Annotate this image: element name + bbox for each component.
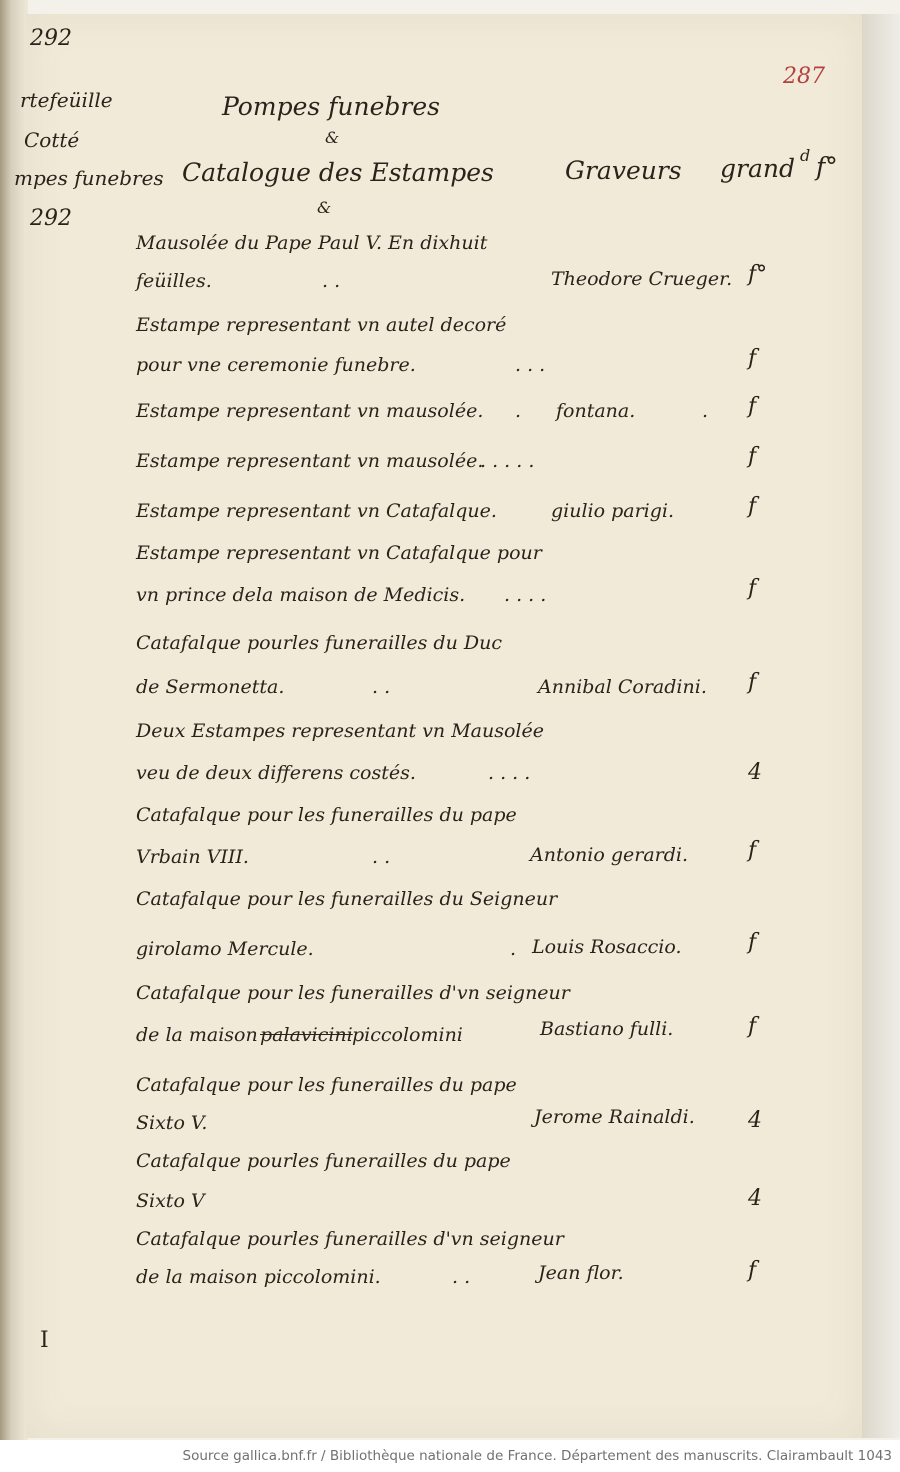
entry-1-dots: . . xyxy=(322,270,341,292)
heading-ampersand-2: & xyxy=(317,198,332,217)
entry-13-line1: Catafalque pourles funerailles du pape xyxy=(136,1150,511,1172)
entry-10-line1: Catafalque pour les funerailles du Seigneur xyxy=(136,888,558,910)
entry-1-line2: feüilles. xyxy=(136,270,212,292)
entry-2-line2: pour vne ceremonie funebre. xyxy=(136,354,416,376)
entry-5-size: f xyxy=(748,494,757,519)
heading-title: Pompes funebres xyxy=(222,92,440,121)
entry-9-engraver: Antonio gerardi. xyxy=(530,844,689,866)
entry-11-line2b: piccolomini xyxy=(352,1024,463,1046)
entry-11-struck-word: palavicini xyxy=(260,1024,353,1046)
heading-subtitle: Catalogue des Estampes xyxy=(182,158,494,187)
entry-3-size: f xyxy=(748,394,757,419)
column-header-size: grand xyxy=(720,154,795,183)
entry-12-size: 4 xyxy=(748,1108,762,1133)
entry-5-line1: Estampe representant vn Catafalque. xyxy=(136,500,497,522)
bottom-mark: I xyxy=(40,1328,49,1353)
entry-14-line1: Catafalque pourles funerailles d'vn seigneur xyxy=(136,1228,564,1250)
heading-ampersand-1: & xyxy=(325,128,340,147)
entry-3-line1: Estampe representant vn mausolée. xyxy=(136,400,484,422)
entry-4-dots: . . . . . xyxy=(480,450,535,472)
entry-7-size: f xyxy=(748,670,757,695)
entry-10-size: f xyxy=(748,930,757,955)
entry-8-size: 4 xyxy=(748,760,762,785)
entry-13-line2: Sixto V xyxy=(136,1190,205,1212)
source-footer: Source gallica.bnf.fr / Bibliothèque nationale de France. Département des manuscrits. Clairambault 1043 xyxy=(0,1440,900,1472)
entry-14-dots: . . xyxy=(452,1266,471,1288)
column-header-size-mark: d xyxy=(800,146,811,165)
entry-3-engraver: fontana. xyxy=(556,400,636,422)
entry-3-engraver-dots: . xyxy=(702,400,709,422)
entry-13-size: 4 xyxy=(748,1186,762,1211)
entry-8-dots: . . . . xyxy=(488,762,531,784)
margin-note-line3: mpes funebres xyxy=(14,166,164,190)
entry-3-dots: . xyxy=(515,400,522,422)
entry-10-dots: . xyxy=(510,938,517,960)
entry-2-line1: Estampe representant vn autel decoré xyxy=(136,314,507,336)
entry-4-line1: Estampe representant vn mausolée. xyxy=(136,450,484,472)
entry-9-size: f xyxy=(748,838,757,863)
entry-2-size: f xyxy=(748,346,757,371)
entry-8-line1: Deux Estampes representant vn Mausolée xyxy=(136,720,544,742)
entry-9-line1: Catafalque pour les funerailles du pape xyxy=(136,804,517,826)
column-header-engravers: Graveurs xyxy=(565,156,682,185)
entry-14-line2: de la maison piccolomini. xyxy=(136,1266,381,1288)
entry-10-engraver: Louis Rosaccio. xyxy=(532,936,682,958)
entry-6-line2: vn prince dela maison de Medicis. xyxy=(136,584,466,606)
entry-1-engraver: Theodore Crueger. xyxy=(551,268,733,290)
entry-11-line2a: de la maison xyxy=(136,1024,258,1046)
entry-11-size: f xyxy=(748,1014,757,1039)
entry-1-line1: Mausolée du Pape Paul V. En dixhuit xyxy=(136,232,488,254)
entry-6-size: f xyxy=(748,576,757,601)
binding-gutter xyxy=(0,0,28,1440)
entry-6-dots: . . . . xyxy=(504,584,547,606)
entry-7-line1: Catafalque pourles funerailles du Duc xyxy=(136,632,502,654)
page-number-top-left: 292 xyxy=(30,26,72,51)
entry-12-line2: Sixto V. xyxy=(136,1112,208,1134)
entry-10-line2: girolamo Mercule. xyxy=(136,938,314,960)
entry-7-line2: de Sermonetta. xyxy=(136,676,285,698)
entry-5-engraver: giulio parigi. xyxy=(551,500,675,522)
entry-1-size: f° xyxy=(748,262,768,287)
entry-14-engraver: Jean flor. xyxy=(538,1262,624,1284)
entry-7-engraver: Annibal Coradini. xyxy=(538,676,707,698)
column-header-format: f° xyxy=(816,152,838,181)
folio-number: 287 xyxy=(783,64,825,89)
entry-7-dots: . . xyxy=(372,676,391,698)
margin-note-line2: Cotté xyxy=(24,128,80,152)
entry-12-line1: Catafalque pour les funerailles du pape xyxy=(136,1074,517,1096)
entry-12-engraver: Jerome Rainaldi. xyxy=(534,1106,695,1128)
entry-8-line2: veu de deux differens costés. xyxy=(136,762,416,784)
entry-4-size: f xyxy=(748,444,757,469)
entry-6-line1: Estampe representant vn Catafalque pour xyxy=(136,542,542,564)
entry-14-size: f xyxy=(748,1258,757,1283)
entry-11-line1: Catafalque pour les funerailles d'vn seigneur xyxy=(136,982,570,1004)
margin-note-line4: 292 xyxy=(30,206,72,231)
margin-note-line1: rtefeüille xyxy=(20,88,113,112)
entry-11-engraver: Bastiano fulli. xyxy=(540,1018,674,1040)
page-edge xyxy=(862,14,900,1438)
entry-2-dots: . . . xyxy=(515,354,546,376)
entry-9-line2: Vrbain VIII. xyxy=(136,846,249,868)
entry-9-dots: . . xyxy=(372,846,391,868)
